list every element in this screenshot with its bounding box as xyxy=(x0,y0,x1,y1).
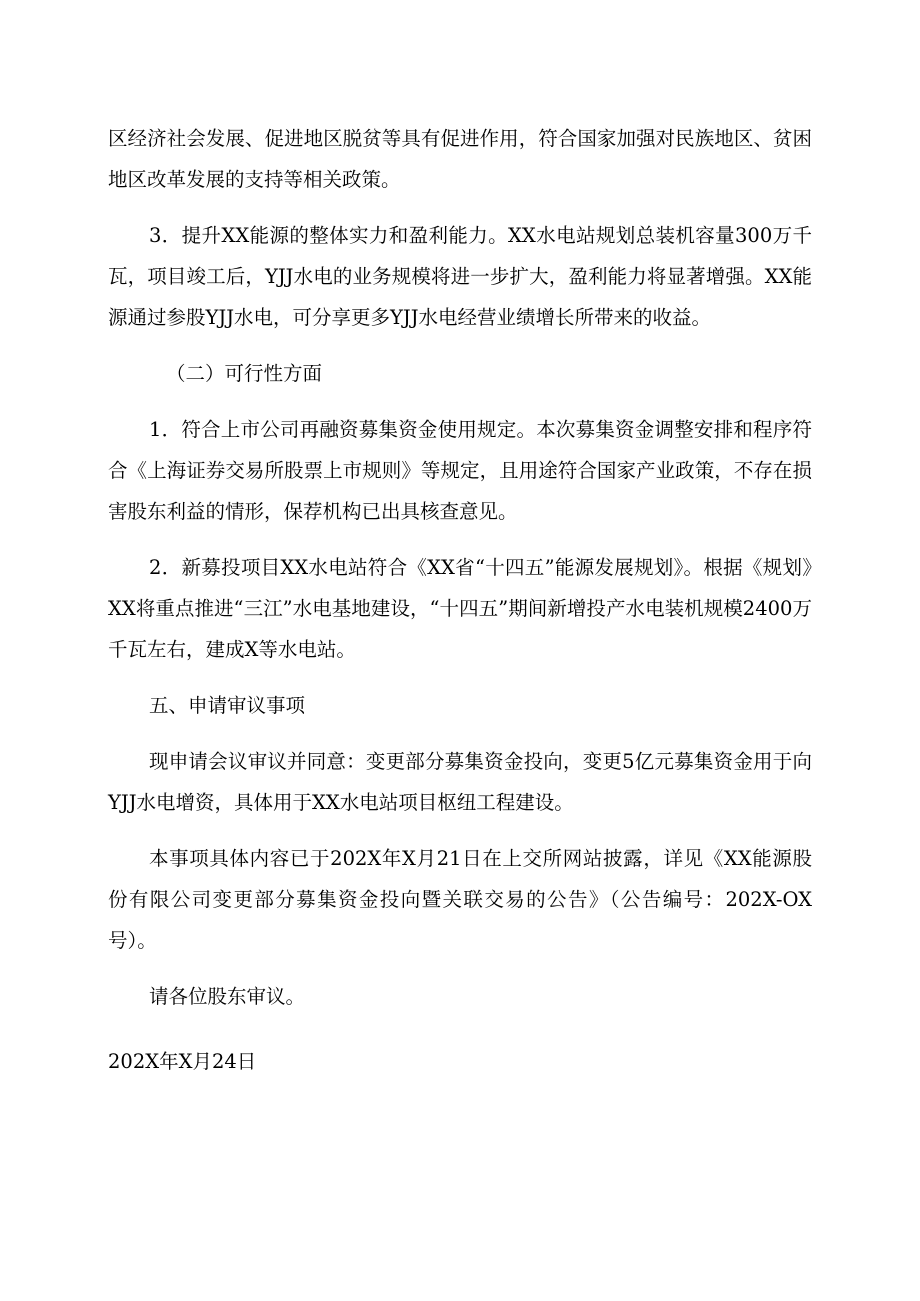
paragraph-request: 现申请会议审议并同意：变更部分募集资金投向，变更5亿元募集资金用于向YJJ水电增资，具体用于XX水电站项目枢纽工程建设。 xyxy=(108,750,812,814)
paragraph-disclosure: 本事项具体内容已于202X年X月21日在上交所网站披露，详见《XX能源股份有限公司变更部分募集资金投向暨关联交易的公告》（公告编号：202X-OX号）。 xyxy=(108,847,812,952)
section-heading-review: 五、申请审议事项 xyxy=(149,694,306,717)
paragraph-item-2: 2．新募投项目XX水电站符合《XX省“十四五”能源发展规划》。根据《规划》XX将重点推进“三江”水电基地建设，“十四五”期间新增投产水电装机规模2400万千瓦左右，建成X等水电站。 xyxy=(108,556,812,661)
document-date: 202X年X月24日 xyxy=(108,1050,257,1073)
paragraph-continuation: 区经济社会发展、促进地区脱贫等具有促进作用，符合国家加强对民族地区、贫困地区改革发展的支持等相关政策。 xyxy=(108,127,812,191)
paragraph-item-3: 3．提升XX能源的整体实力和盈利能力。XX水电站规划总装机容量300万千瓦，项目竣工后，YJJ水电的业务规模将进一步扩大，盈利能力将显著增强。XX能源通过参股YJJ水电，可分享更多YJJ水电经营业绩增长所带来的收益。 xyxy=(108,224,812,329)
section-heading-feasibility: （二）可行性方面 xyxy=(166,362,323,385)
paragraph-closing: 请各位股东审议。 xyxy=(149,985,306,1008)
paragraph-item-1: 1．符合上市公司再融资募集资金使用规定。本次募集资金调整安排和程序符合《上海证券交易所股票上市规则》等规定，且用途符合国家产业政策，不存在损害股东利益的情形，保荐机构已出具核查意见。 xyxy=(108,418,812,523)
